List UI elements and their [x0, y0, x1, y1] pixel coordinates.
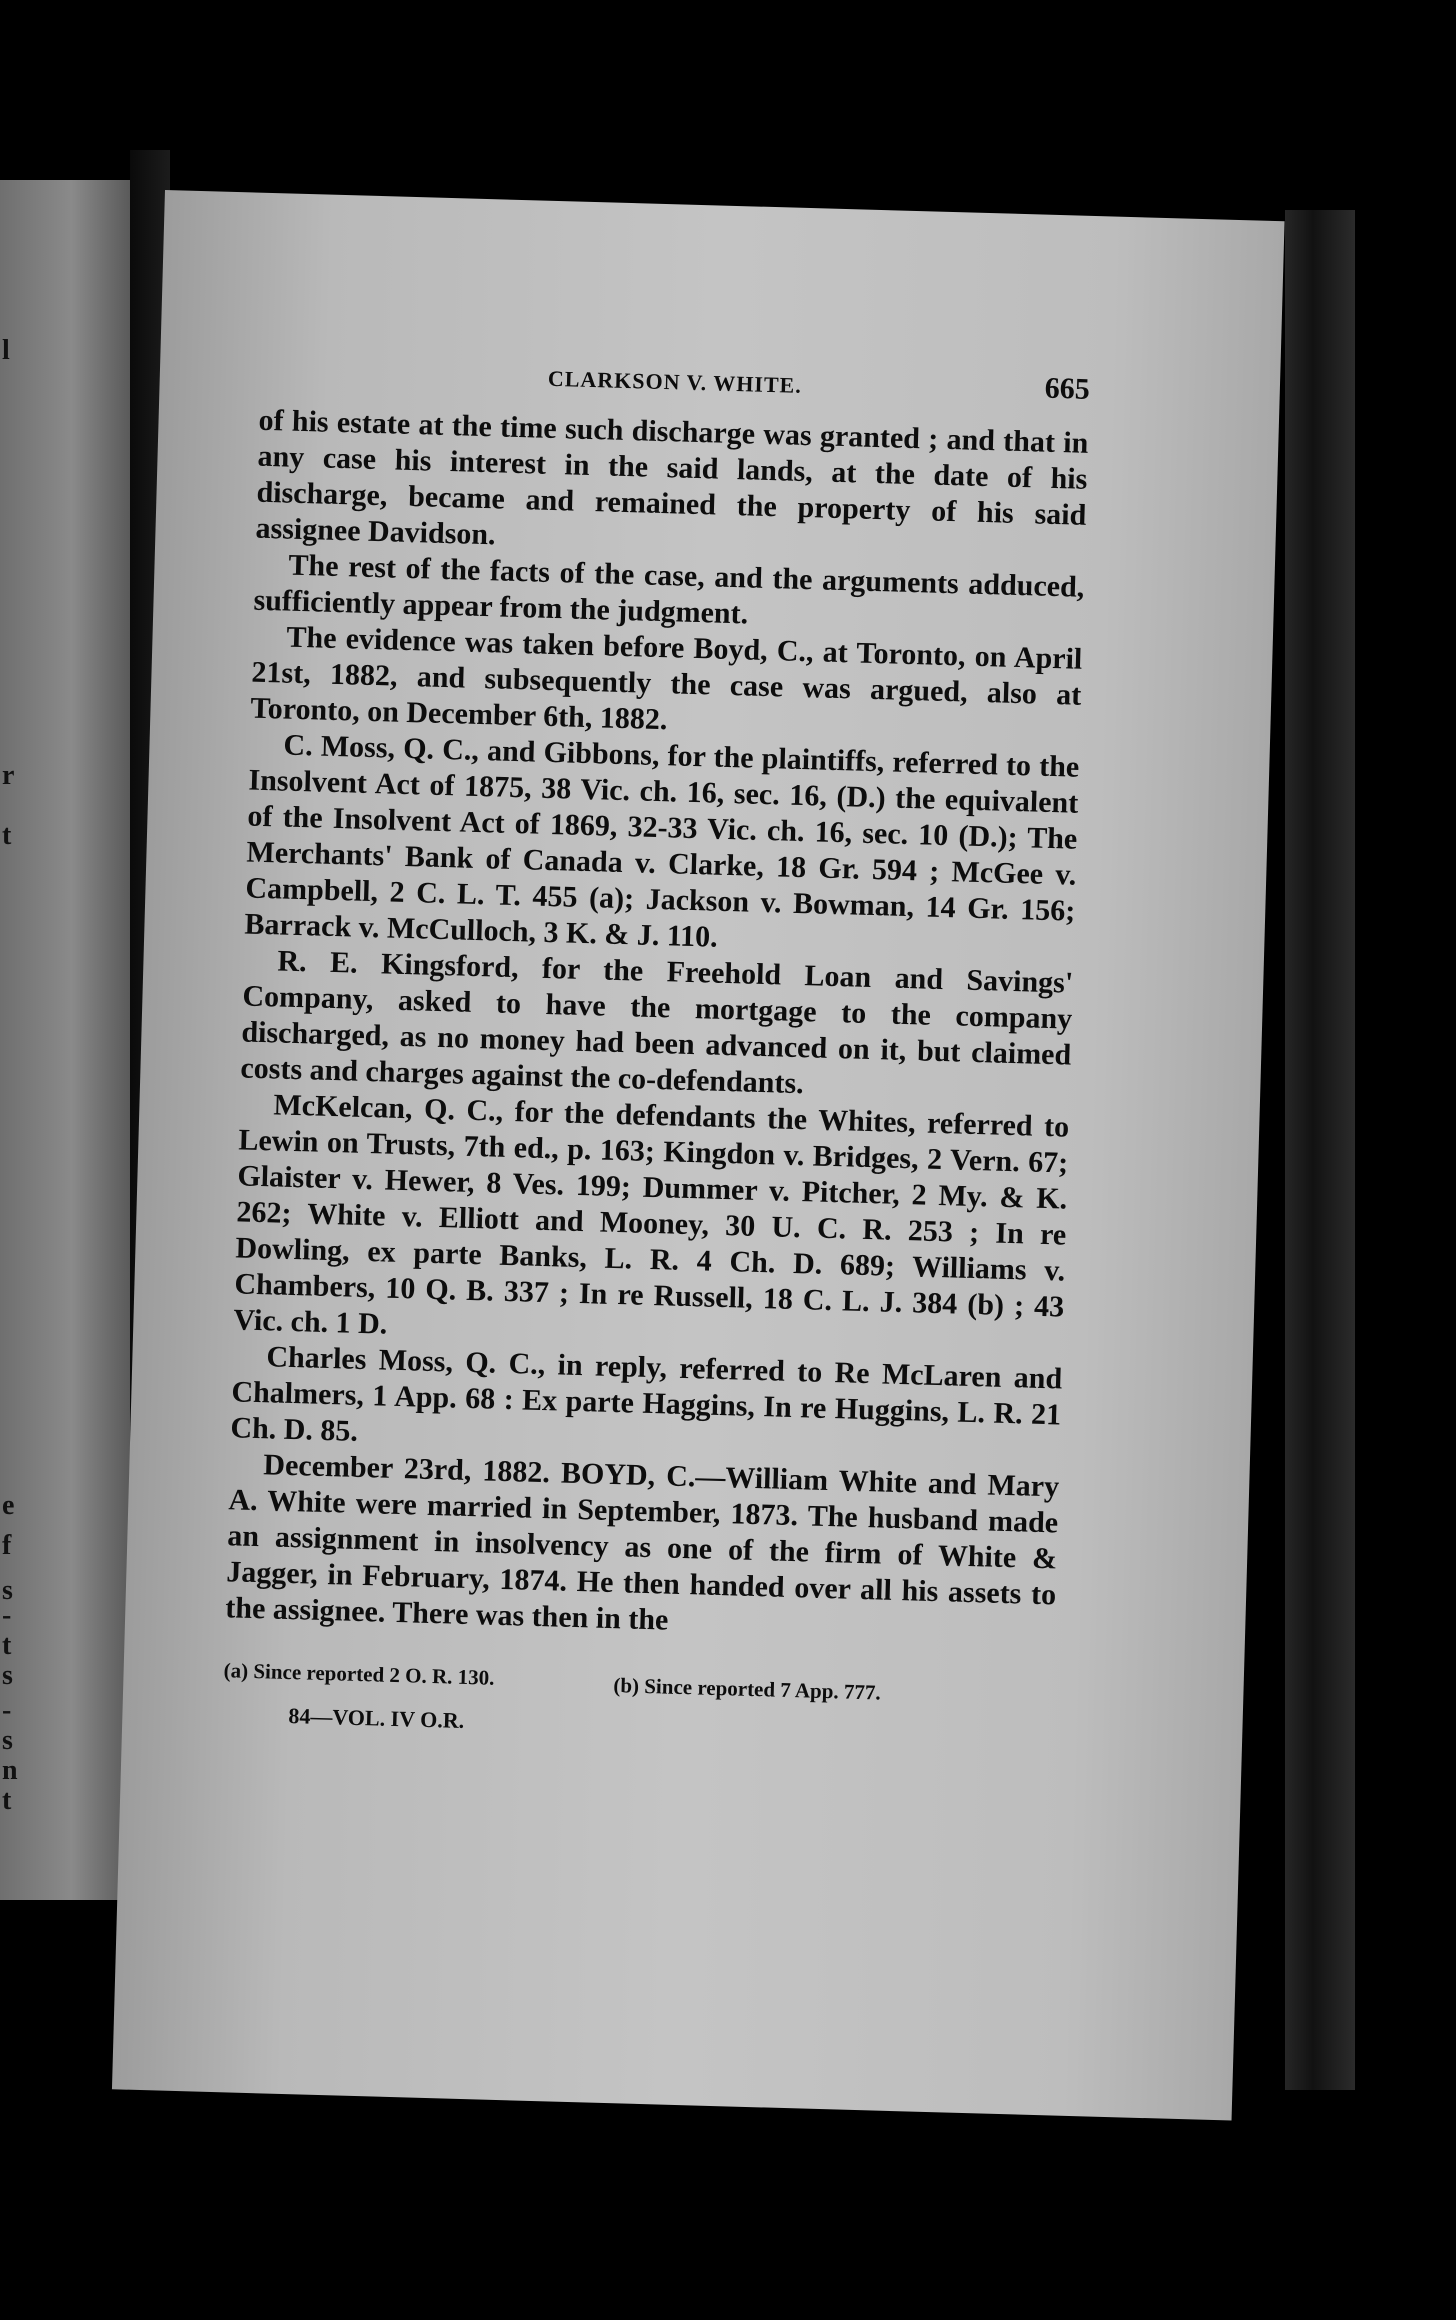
facing-page-fragment: -: [2, 1600, 12, 1631]
body-paragraph: of his estate at the time such discharge was granted ; and that in any case his interest in the said lands, at the date of his discharge, became and remained the property of his said assignee Davidson.: [255, 403, 1089, 552]
page-content: [222, 353, 1090, 1766]
facing-page-fragment: t: [2, 1785, 12, 1816]
judgment-paragraph: December 23rd, 1882. BOYD, C.—William White and Mary A. White were married in September, 1873. The husband made an assignment in insolvency as one of the firm of White & Jagger, in February, 1874. He then handed over all his assets to the assignee. There was then in the: [224, 1448, 1060, 1637]
counsel-argument: McKelcan, Q. C., for the defendants the Whites, referred to Lewin on Trusts, 7th ed., p. 163; Kingdon v. Bridges, 2 Vern. 67; Glaister v. Hewer, 8 Ves. 199; Dummer v. Pitcher, 2 My. & K. 262; White v. Elliott and Mooney, 30 U. C. R. 253 ; In re Dowling, ex parte Banks, L. R. 4 Ch. D. 689; Williams v. Chambers, 10 Q. B. 337 ; In re Russell, 18 C. L. J. 384 (b) ; 43 Vic. ch. 1 D.: [233, 1088, 1070, 1341]
page-number: 665: [1044, 371, 1091, 406]
counsel-argument: Charles Moss, Q. C., in reply, referred to Re McLaren and Chalmers, 1 App. 68 : Ex parte Haggins, In re Huggins, L. R. 21 Ch. D. 85.: [230, 1340, 1063, 1448]
facing-page-fragment: s: [2, 1575, 13, 1606]
body-paragraph: The evidence was taken before Boyd, C., at Toronto, on April 21st, 1882, and subsequently the case was argued, also at Toronto, on December 6th, 1882.: [250, 620, 1083, 737]
footnote-b: (b) Since reported 7 App. 777.: [613, 1673, 882, 1705]
footnotes: [222, 1652, 1054, 1765]
facing-page-fragment: s: [2, 1725, 13, 1756]
footnote-a: (a) Since reported 2 O. R. 130.: [223, 1658, 495, 1690]
signature-mark: 84—VOL. IV O.R.: [288, 1703, 465, 1733]
facing-page-fragment: l: [2, 335, 10, 366]
facing-page-fragment: n: [2, 1755, 18, 1786]
facing-page-fragment: -: [2, 1695, 12, 1726]
running-title: CLARKSON V. WHITE.: [547, 365, 803, 398]
body-paragraph: The rest of the facts of the case, and the arguments adduced, sufficiently appear from the judgment.: [253, 548, 1085, 631]
facing-page-fragment: s: [2, 1660, 13, 1691]
facing-page-fragment: t: [2, 1630, 12, 1661]
facing-page-fragment: e: [2, 1490, 15, 1521]
facing-page-fragment: r: [2, 760, 15, 791]
book-page: [112, 190, 1285, 2121]
counsel-argument: C. Moss, Q. C., and Gibbons, for the plaintiffs, referred to the Insolvent Act of 1875, 38 Vic. ch. 16, sec. 16, (D.) the equivalent of the Insolvent Act of 1869, 32-33 Vic. ch. 16, sec. 10 (D.); The Merchants' Bank of Canada v. Clarke, 18 Gr. 594 ; McGee v. Campbell, 2 C. L. T. 455 (a); Jackson v. Bowman, 14 Gr. 156; Barrack v. McCulloch, 3 K. & J. 110.: [244, 728, 1080, 954]
facing-page-edge: [0, 180, 130, 1900]
facing-page-fragment: f: [2, 1530, 12, 1561]
page-stack-edge: [1285, 210, 1355, 2090]
counsel-argument: R. E. Kingsford, for the Freehold Loan and Savings' Company, asked to have the mortgage to the company discharged, as no money had been advanced on it, but claimed costs and charges against the co-defendants.: [240, 944, 1074, 1101]
facing-page-fragment: t: [2, 820, 12, 851]
